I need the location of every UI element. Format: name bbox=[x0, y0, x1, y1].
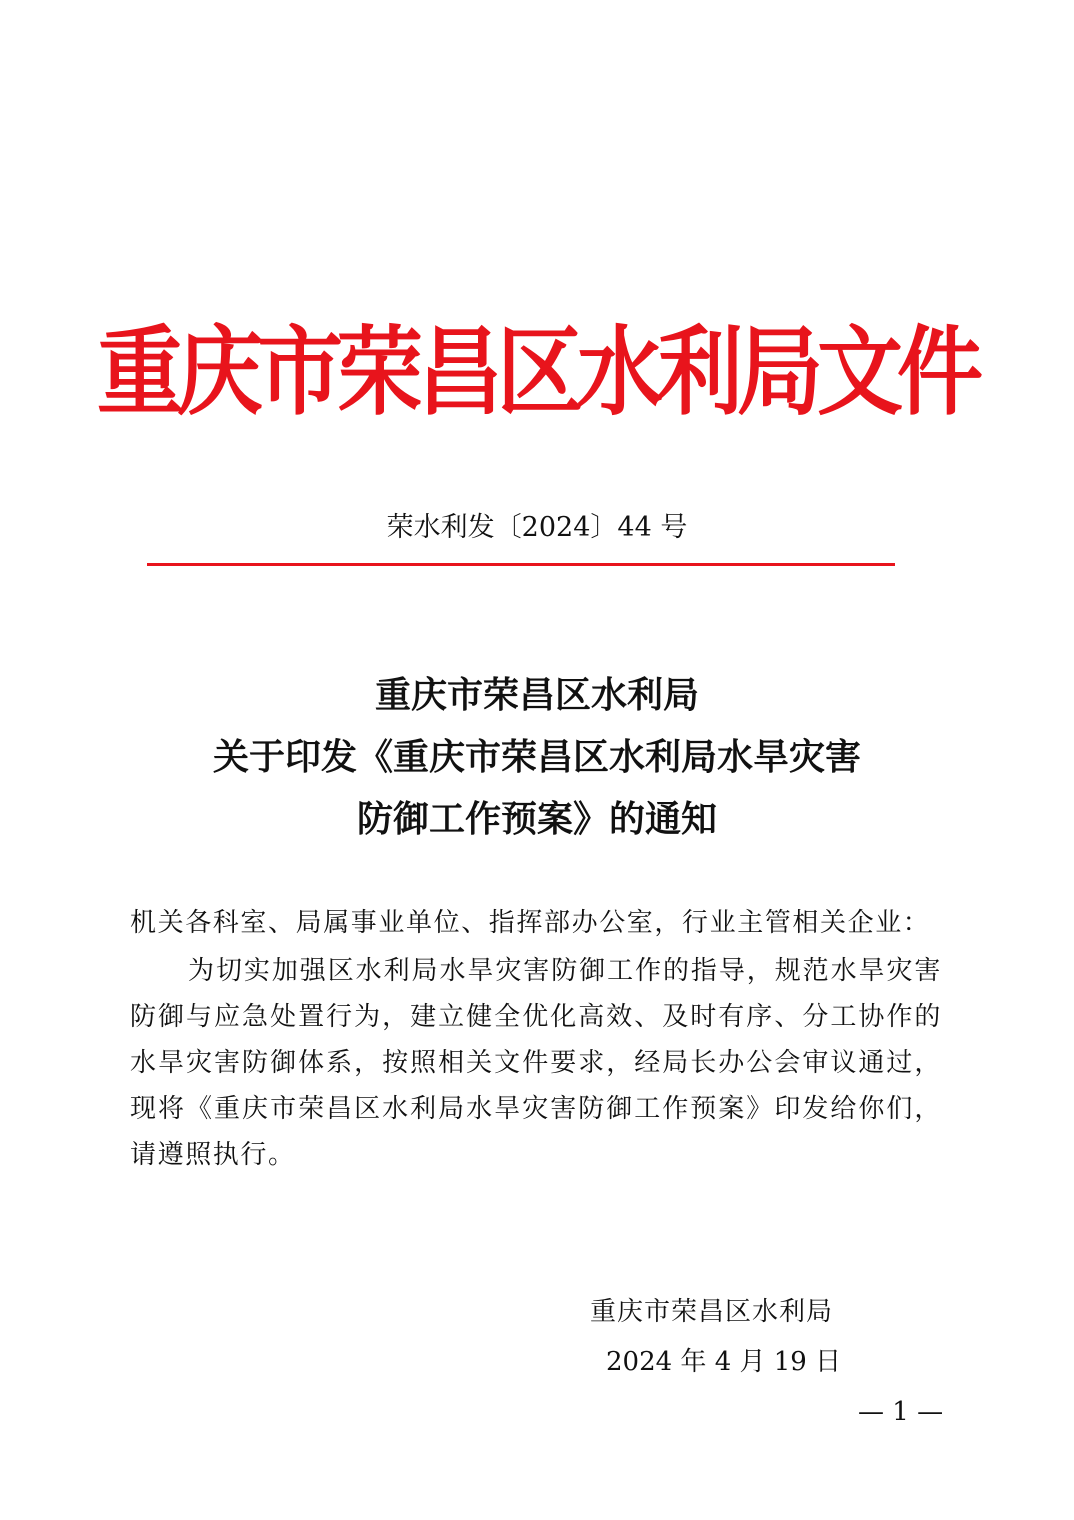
signature-organization: 重庆市荣昌区水利局 bbox=[590, 1297, 834, 1327]
masthead-text: 重庆市荣昌区水利局文件 bbox=[97, 317, 977, 429]
document-number: 荣水利发〔2024〕44 号 bbox=[386, 512, 688, 543]
body-paragraph: 为切实加强区水利局水旱灾害防御工作的指导，规范水旱灾害防御与应急处置行为，建立健全优化高效、及时有序、分工协作的水旱灾害防御体系，按照相关文件要求，经局长办公会审议通过，现将《重庆市荣昌区水利局水旱灾害防御工作预案》印发给你们，请遵照执行。 bbox=[130, 956, 942, 1170]
title-line-3: 防御工作预案》的通知 bbox=[356, 798, 717, 840]
salutation: 机关各科室、局属事业单位、指挥部办公室，行业主管相关企业： bbox=[130, 908, 931, 938]
masthead-title bbox=[0, 318, 1074, 428]
title-line-2: 关于印发《重庆市荣昌区水利局水旱灾害 bbox=[212, 736, 861, 778]
red-separator-line bbox=[147, 563, 895, 566]
page-number: — 1 — bbox=[858, 1397, 944, 1427]
title-line-1: 重庆市荣昌区水利局 bbox=[374, 674, 699, 716]
document-title bbox=[0, 664, 1074, 850]
signature-date: 2024 年 4 月 19 日 bbox=[606, 1347, 842, 1377]
